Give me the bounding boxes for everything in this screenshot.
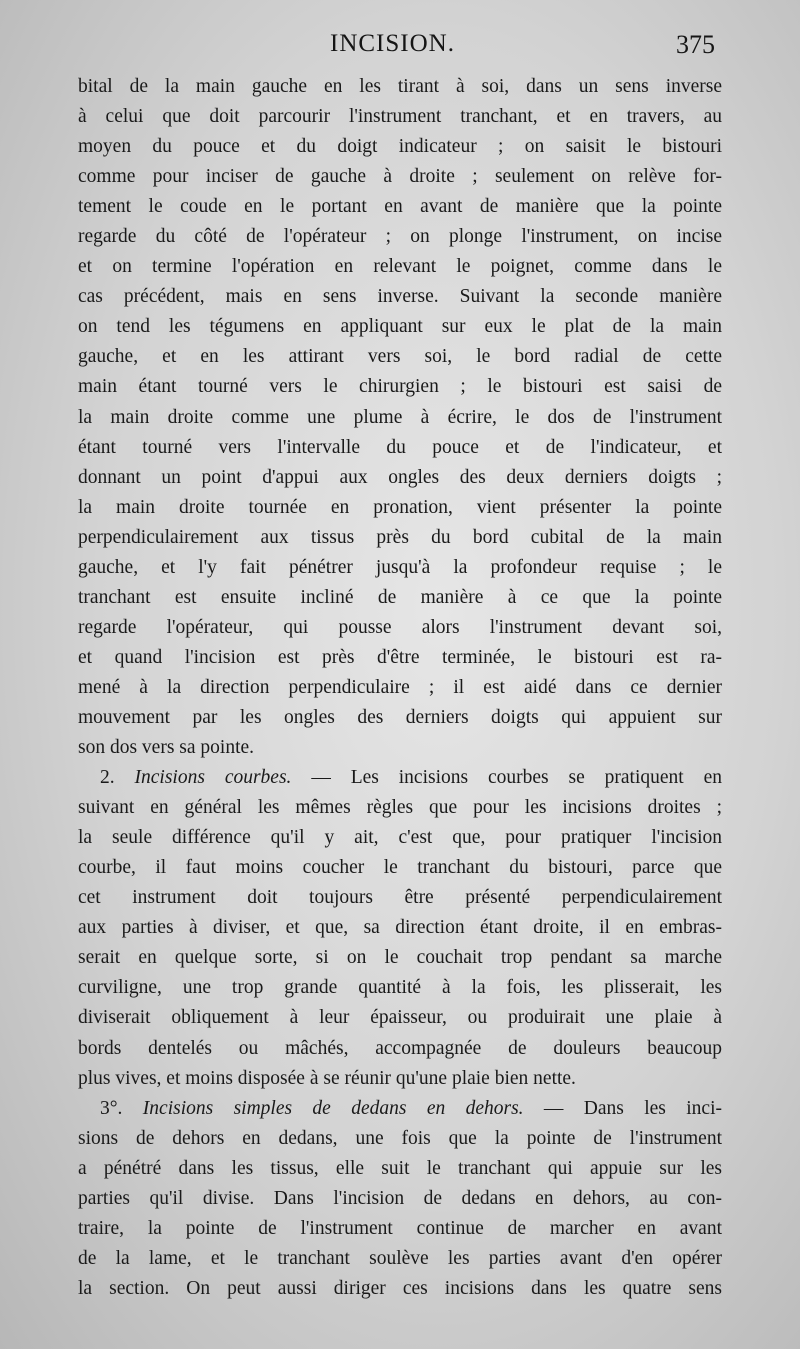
paragraph-incisions-courbes: [78, 763, 722, 1094]
section-heading: Incisions simples de dedans en dehors.: [142, 1097, 524, 1119]
text-line: et quand l'incision est près d'être terminée, le bistouri est ra-: [78, 646, 722, 668]
text-line: mené à la direction perpendiculaire ; il est aidé dans ce dernier: [78, 676, 722, 698]
text-line: et on termine l'opération en relevant le poignet, comme dans le: [78, 256, 722, 278]
text-line: traire, la pointe de l'instrument continue de marcher en avant: [78, 1217, 722, 1239]
text-line: parties qu'il divise. Dans l'incision de dedans en dehors, au con-: [78, 1187, 722, 1209]
section-heading-line: [78, 1094, 722, 1124]
text-line: curviligne, une trop grande quantité à la fois, les plisserait, les: [78, 977, 722, 999]
section-heading-line: [78, 763, 722, 793]
section-number: 2.: [100, 767, 135, 789]
text-line: main étant tourné vers le chirurgien ; le bistouri est saisi de: [78, 376, 722, 398]
text-line: plus vives, et moins disposée à se réunir qu'une plaie bien nette.: [78, 1067, 576, 1089]
text-run: — Les incisions courbes se pratiquent en: [291, 767, 722, 789]
paragraph-incisions-dedans-dehors: [78, 1094, 722, 1304]
text-line: la section. On peut aussi diriger ces incisions dans les quatre sens: [78, 1277, 722, 1299]
section-heading: Incisions courbes.: [134, 767, 292, 789]
text-line: diviserait obliquement à leur épaisseur, ou produirait une plaie à: [78, 1007, 722, 1029]
text-line: gauche, et en les attirant vers soi, le bord radial de cette: [78, 346, 722, 368]
text-line: courbe, il faut moins coucher le tranchant du bistouri, parce que: [78, 857, 722, 879]
text-line: bords dentelés ou mâchés, accompagnée de douleurs beaucoup: [78, 1037, 722, 1059]
text-line: la main droite comme une plume à écrire, le dos de l'instrument: [78, 406, 722, 428]
text-line: cas précédent, mais en sens inverse. Suivant la seconde manière: [78, 286, 722, 308]
text-line: suivant en général les mêmes règles que pour les incisions droites ;: [78, 797, 722, 819]
text-line: tranchant est ensuite incliné de manière à ce que la pointe: [78, 586, 722, 608]
page-header: [0, 30, 800, 64]
text-line: serait en quelque sorte, si on le couchait trop pendant sa marche: [78, 947, 722, 969]
text-line: donnant un point d'appui aux ongles des deux derniers doigts ;: [78, 466, 722, 488]
text-line: on tend les tégumens en appliquant sur eux le plat de la main: [78, 316, 722, 338]
text-line: la main droite tournée en pronation, vient présenter la pointe: [78, 496, 722, 518]
text-line: cet instrument doit toujours être présenté perpendiculairement: [78, 887, 722, 909]
body-text: [78, 72, 722, 1304]
running-title: INCISION.: [330, 30, 455, 57]
text-line: regarde l'opérateur, qui pousse alors l'instrument devant soi,: [78, 616, 722, 638]
section-number: 3°.: [100, 1097, 143, 1119]
text-line: de la lame, et le tranchant soulève les parties avant d'en opérer: [78, 1247, 722, 1269]
text-line: bital de la main gauche en les tirant à soi, dans un sens inverse: [78, 76, 722, 97]
text-line: étant tourné vers l'intervalle du pouce et de l'indicateur, et: [78, 436, 722, 458]
text-line: tement le coude en le portant en avant de manière que la pointe: [78, 196, 722, 218]
text-line: moyen du pouce et du doigt indicateur ; on saisit le bistouri: [78, 136, 722, 158]
text-line: sions de dehors en dedans, une fois que la pointe de l'instrument: [78, 1127, 722, 1149]
text-run: — Dans les inci-: [523, 1097, 722, 1119]
text-line: gauche, et l'y fait pénétrer jusqu'à la profondeur requise ; le: [78, 556, 722, 578]
paragraph-continuation: [78, 72, 722, 763]
text-line: regarde du côté de l'opérateur ; on plonge l'instrument, on incise: [78, 226, 722, 248]
text-line: comme pour inciser de gauche à droite ; seulement on relève for-: [78, 166, 722, 188]
text-line: a pénétré dans les tissus, elle suit le tranchant qui appuie sur les: [78, 1157, 722, 1179]
text-line: à celui que doit parcourir l'instrument tranchant, et en travers, au: [78, 106, 722, 128]
page-number: 375: [676, 30, 715, 59]
text-line: son dos vers sa pointe.: [78, 737, 255, 759]
text-line: la seule différence qu'il y ait, c'est que, pour pratiquer l'incision: [78, 827, 722, 849]
text-line: mouvement par les ongles des derniers doigts qui appuient sur: [78, 706, 722, 728]
text-line: perpendiculairement aux tissus près du bord cubital de la main: [78, 526, 722, 548]
text-line: aux parties à diviser, et que, sa direction étant droite, il en embras-: [78, 917, 722, 939]
